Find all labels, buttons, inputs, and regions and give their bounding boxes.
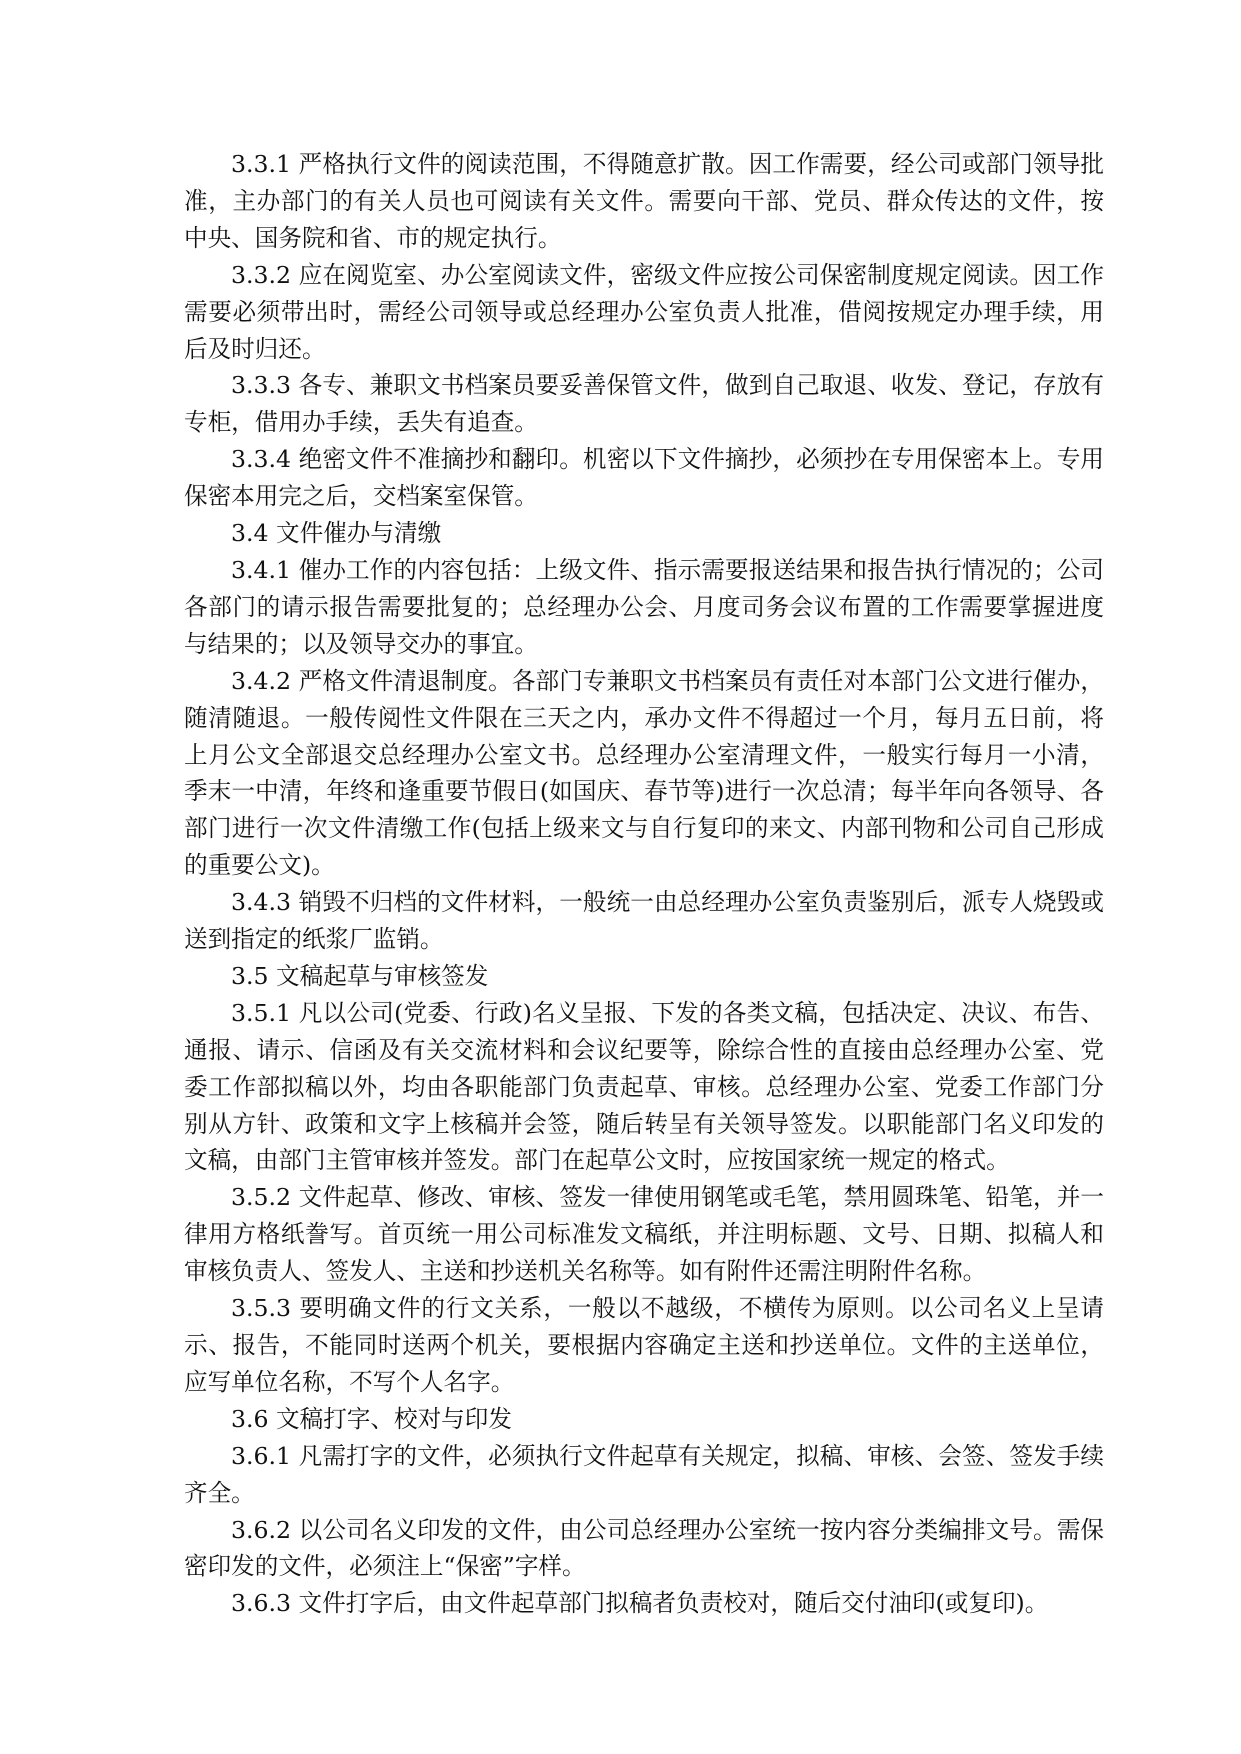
paragraph-3-4-3: 3.4.3 销毁不归档的文件材料，一般统一由总经理办公室负责鉴别后，派专人烧毁或送到指定的纸浆厂监销。 <box>184 888 1104 954</box>
section-heading-3-6: 3.6 文稿打字、校对与印发 <box>231 1404 512 1433</box>
paragraph-3-3-2: 3.3.2 应在阅览室、办公室阅读文件，密级文件应按公司保密制度规定阅读。因工作需要必须带出时，需经公司领导或总经理办公室负责人批准，借阅按规定办理手续，用后及时归还。 <box>184 260 1104 363</box>
paragraph-3-5-2: 3.5.2 文件起草、修改、审核、签发一律使用钢笔或毛笔，禁用圆珠笔、铅笔，并一律用方格纸誊写。首页统一用公司标准发文稿纸，并注明标题、文号、日期、拟稿人和审核负责人、签发人、主送和抄送机关名称等。如有附件还需注明附件名称。 <box>184 1183 1104 1286</box>
document-body <box>184 146 1104 1622</box>
paragraph-3-3-1: 3.3.1 严格执行文件的阅读范围，不得随意扩散。因工作需要，经公司或部门领导批准，主办部门的有关人员也可阅读有关文件。需要向干部、党员、群众传达的文件，按中央、国务院和省、市的规定执行。 <box>184 150 1104 252</box>
paragraph-3-5-3: 3.5.3 要明确文件的行文关系，一般以不越级，不横传为原则。以公司名义上呈请示、报告，不能同时送两个机关，要根据内容确定主送和抄送单位。文件的主送单位，应写单位名称，不写个人名字。 <box>184 1294 1104 1396</box>
section-heading-3-4: 3.4 文件催办与清缴 <box>231 519 442 548</box>
paragraph-3-4-2: 3.4.2 严格文件清退制度。各部门专兼职文书档案员有责任对本部门公文进行催办，随清随退。一般传阅性文件限在三天之内，承办文件不得超过一个月，每月五日前，将上月公文全部退交总经理办公室文书。总经理办公室清理文件，一般实行每月一小清，季末一中清，年终和逢重要节假日(如国庆、春节等)进行一次总清；每半年向各领导、各部门进行一次文件清缴工作(包括上级来文与自行复印的来文、内部刊物和公司自己形成的重要公文)。 <box>184 666 1104 880</box>
paragraph-3-6-3: 3.6.3 文件打字后，由文件起草部门拟稿者负责校对，随后交付油印(或复印)。 <box>231 1589 1049 1618</box>
paragraph-3-5-1: 3.5.1 凡以公司(党委、行政)名义呈报、下发的各类文稿，包括决定、决议、布告、通报、请示、信函及有关交流材料和会议纪要等，除综合性的直接由总经理办公室、党委工作部拟稿以外，均由各职能部门负责起草、审核。总经理办公室、党委工作部门分别从方针、政策和文字上核稿并会签，随后转呈有关领导签发。以职能部门名义印发的文稿，由部门主管审核并签发。部门在起草公文时，应按国家统一规定的格式。 <box>184 998 1104 1175</box>
paragraph-3-3-4: 3.3.4 绝密文件不准摘抄和翻印。机密以下文件摘抄，必须抄在专用保密本上。专用保密本用完之后，交档案室保管。 <box>184 445 1104 511</box>
paragraph-3-6-1: 3.6.1 凡需打字的文件，必须执行文件起草有关规定，拟稿、审核、会签、签发手续齐全。 <box>184 1441 1104 1507</box>
paragraph-3-3-3: 3.3.3 各专、兼职文书档案员要妥善保管文件，做到自己取退、收发、登记，存放有专柜，借用办手续，丢失有追查。 <box>184 371 1104 437</box>
paragraph-3-6-2: 3.6.2 以公司名义印发的文件，由公司总经理办公室统一按内容分类编排文号。需保密印发的文件，必须注上“保密”字样。 <box>184 1515 1104 1581</box>
section-heading-3-5: 3.5 文稿起草与审核签发 <box>231 961 489 990</box>
paragraph-3-4-1: 3.4.1 催办工作的内容包括：上级文件、指示需要报送结果和报告执行情况的；公司各部门的请示报告需要批复的；总经理办公会、月度司务会议布置的工作需要掌握进度与结果的；以及领导交办的事宜。 <box>184 555 1104 658</box>
